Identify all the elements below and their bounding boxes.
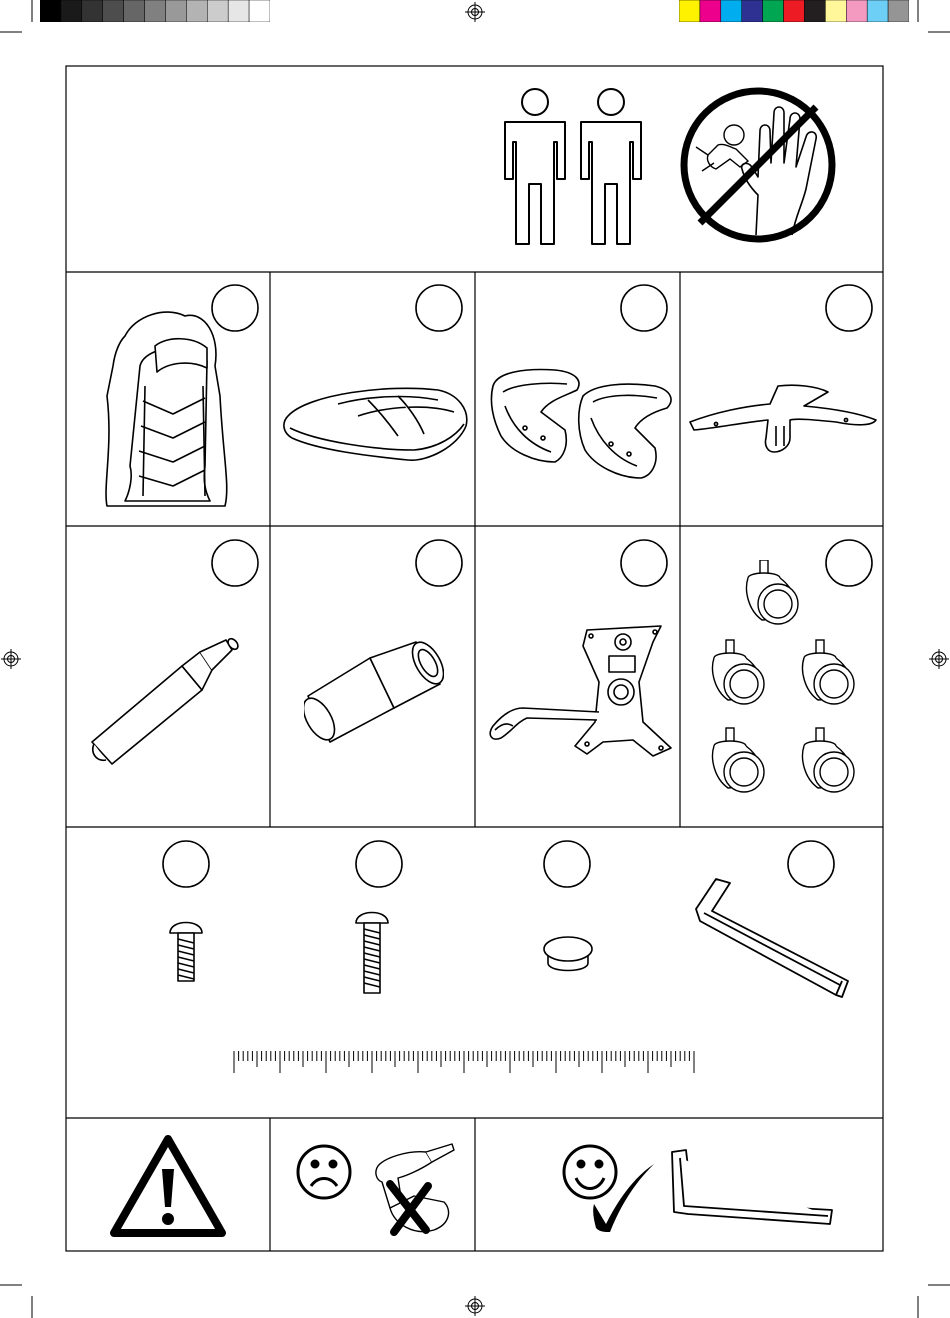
part-number-circle [619, 538, 669, 588]
two-person-assembly-icon [497, 84, 649, 249]
casters-cell [684, 530, 879, 823]
base-icon [686, 376, 878, 456]
seat-icon [278, 376, 470, 466]
warning-triangle-icon [108, 1133, 228, 1239]
checkmark-icon [593, 1164, 654, 1232]
long-bolt-icon [352, 901, 392, 995]
cap-icon [540, 933, 596, 973]
part-number-circle [619, 283, 669, 333]
seat-cell [274, 276, 470, 522]
gas-lift-icon [88, 636, 248, 766]
allen-key-icon [672, 1150, 832, 1224]
base-cell [684, 276, 879, 522]
part-number-circle [542, 839, 592, 889]
part-number-circle [414, 538, 464, 588]
part-number-circle [354, 839, 404, 889]
ruler [232, 1045, 702, 1075]
mechanism-cell [479, 530, 676, 823]
lift-cover-cell [274, 530, 470, 823]
gas-lift-cell [70, 530, 266, 823]
armrests-cell [479, 276, 676, 522]
part-number-circle [414, 283, 464, 333]
armrests-icon [485, 366, 675, 486]
use-allen-key-icon [560, 1140, 840, 1236]
happy-face-icon [564, 1146, 616, 1198]
sad-face-icon [298, 1146, 350, 1198]
no-power-drill-icon [294, 1140, 464, 1240]
mechanism-icon [483, 622, 675, 762]
backrest-cell [70, 276, 266, 522]
backrest-icon [95, 306, 245, 511]
no-children-icon [678, 85, 838, 245]
part-number-circle [210, 538, 260, 588]
part-number-circle [161, 839, 211, 889]
short-bolt-icon [166, 911, 206, 983]
allen-key-icon [690, 873, 854, 1001]
hardware-panel [66, 827, 883, 1118]
casters-icon [702, 560, 872, 810]
lift-cover-icon [304, 636, 444, 746]
part-number-circle [824, 283, 874, 333]
